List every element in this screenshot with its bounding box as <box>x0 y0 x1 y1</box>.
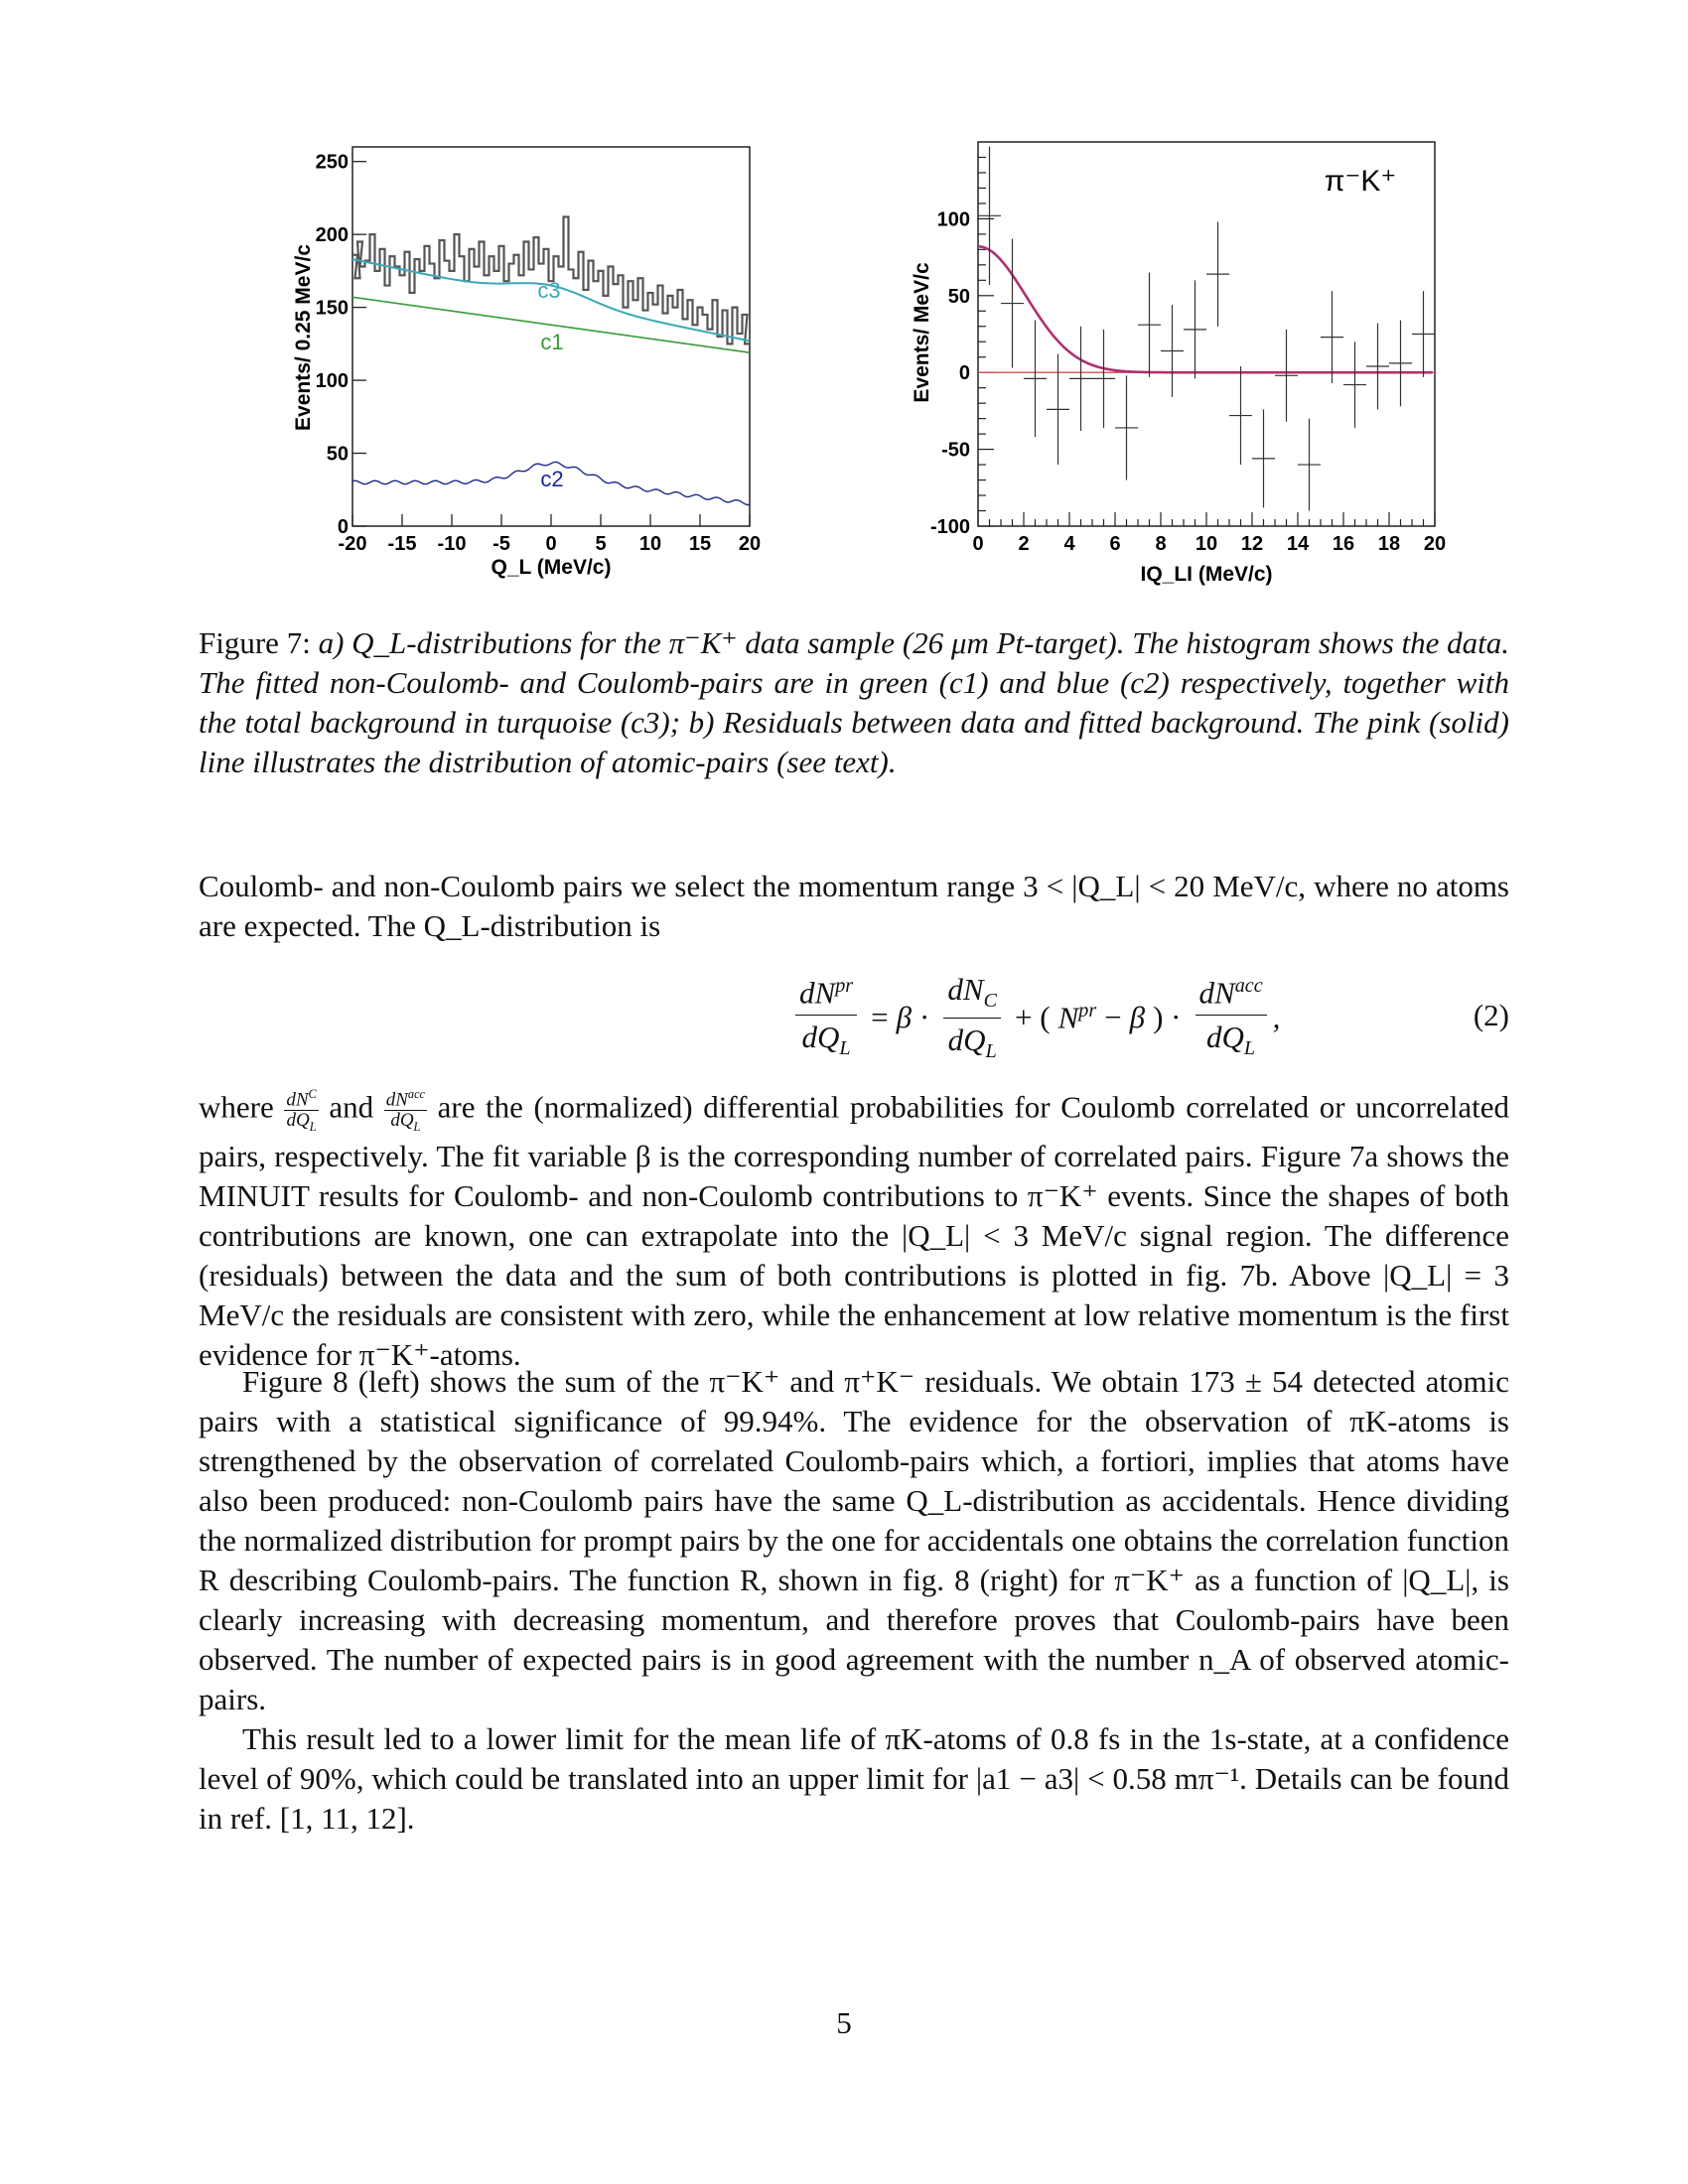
y-tick-label: -100 <box>929 516 970 538</box>
panel-b-title: π⁻K⁺ <box>1324 165 1397 198</box>
eq-frac-3: $\frac{dN^{acc}}{dQ_L}$ <box>1196 975 1267 1061</box>
data-point <box>1024 321 1047 438</box>
data-point <box>1138 273 1161 377</box>
equation-2 <box>199 968 1509 1067</box>
caption-text: a) Q_L-distributions for the π⁻K⁺ data sample (26 μm Pt-target). The histogram shows the data. The fitted non-Coulomb- and Coulomb-pairs are in green (c1) and blue (c2) respectively, together with the total background in turquoise (c3); b) Residuals between data and fitted background. The pink (solid) line illustrates the distribution of atomic-pairs (see text). <box>199 625 1510 779</box>
data-point <box>1069 327 1092 431</box>
x-tick-label: 0 <box>545 533 557 555</box>
y-tick-label: 0 <box>958 362 970 385</box>
y-tick-label: 100 <box>315 370 349 393</box>
panel-b-xlabel: IQ_LI (MeV/c) <box>1140 563 1273 586</box>
x-tick-label: -20 <box>338 533 367 555</box>
figure-7 <box>0 0 1688 615</box>
equation-number: (2) <box>1473 998 1509 1032</box>
and-word: and <box>329 1089 384 1125</box>
equation-body: $\frac{dN^{pr}}{dQ_L}$ = β · $\frac{dN_C}{dQ_L}$ + ( $N^{pr}$ − β ) · $\frac{dN^{acc}}{dQ_L}$ , <box>789 968 1280 1067</box>
y-tick-label: 150 <box>315 297 349 320</box>
x-tick-label: 6 <box>1109 533 1121 555</box>
data-point <box>1092 330 1115 428</box>
data-point <box>1184 280 1206 378</box>
x-tick-label: 10 <box>638 533 662 555</box>
y-tick-label: 0 <box>337 516 349 538</box>
atomic-pairs-curve <box>978 246 1433 372</box>
x-tick-label: -15 <box>387 533 417 555</box>
paragraph-4: This result led to a lower limit for the mean life of πK-atoms of 0.8 fs in the 1s-state, at a confidence level of 90%, which could be translated into an upper limit for |a1 − a3| < 0.58 mπ⁻¹. Details can be found in ref. [1, 11, 12]. <box>199 1721 1509 1836</box>
x-tick-label: -5 <box>492 533 510 555</box>
data-point <box>1412 291 1435 377</box>
paragraph-3: Figure 8 (left) shows the sum of the π⁻K⁺ and π⁺K⁻ residuals. We obtain 173 ± 54 detected atomic pairs with a statistical significance of 99.94%. The evidence for the observation of πK-atoms is strengthened by the observation of correlated Coulomb-pairs which, a fortiori, implies that atoms have also been produced: non-Coulomb pairs have the same Q_L-distribution as accidentals. Hence dividing the normalized distribution for prompt pairs by the one for accidentals one obtains the correlation function R describing Coulomb-pairs. The function R, shown in fig. 8 (right) for π⁻K⁺ as a function of |Q_L|, is clearly increasing with decreasing momentum, and therefore proves that Coulomb-pairs have been observed. The number of expected pairs is in good agreement with the number n_A of observed atomic-pairs. <box>199 1364 1509 1716</box>
data-point <box>1161 305 1184 397</box>
data-point <box>1229 366 1252 465</box>
y-tick-label: -50 <box>941 439 970 462</box>
panel-a-x-axis <box>339 514 762 555</box>
data-point <box>978 147 1001 285</box>
panel-b-data <box>978 147 1435 511</box>
x-tick-label: 20 <box>1423 533 1447 555</box>
x-tick-label: 10 <box>1195 533 1218 555</box>
data-point <box>1001 239 1024 368</box>
x-tick-label: -10 <box>437 533 467 555</box>
data-point <box>1115 375 1138 479</box>
x-tick-label: 18 <box>1377 533 1401 555</box>
panel-a-label-c3: c3 <box>537 278 561 303</box>
eq-frac-2: $\frac{dN_C}{dQ_L}$ <box>943 972 1001 1062</box>
panel-a-xlabel: Q_L (MeV/c) <box>491 556 612 579</box>
data-point <box>1321 291 1343 383</box>
x-tick-label: 5 <box>595 533 607 555</box>
panel-a-label-c2: c2 <box>540 467 564 491</box>
x-tick-label: 15 <box>688 533 712 555</box>
x-tick-label: 20 <box>738 533 762 555</box>
data-point <box>1343 341 1366 428</box>
x-tick-label: 2 <box>1018 533 1030 555</box>
paragraph-2 <box>199 1084 1509 1375</box>
inline-frac-dNC: $dN^C$ $dQ_L$ <box>284 1084 318 1137</box>
x-tick-label: 0 <box>972 533 984 555</box>
data-point <box>1252 409 1275 507</box>
panel-b-y-axis <box>930 157 994 538</box>
eq-frac-1: $\frac{dN^{pr}}{dQ_L}$ <box>795 975 857 1061</box>
x-tick-label: 16 <box>1332 533 1355 555</box>
y-tick-label: 50 <box>326 443 349 466</box>
panel-a-y-axis <box>316 152 366 538</box>
inline-frac-dNacc: $dN^{acc}$ $dQ_L$ <box>384 1084 427 1137</box>
data-point <box>1389 321 1412 407</box>
where-lead: where <box>199 1089 285 1125</box>
y-tick-label: 50 <box>947 285 970 308</box>
data-point <box>1206 221 1229 326</box>
x-tick-label: 4 <box>1063 533 1075 555</box>
panel-b-residuals <box>911 142 1446 586</box>
caption-label: Figure 7: <box>199 625 311 660</box>
panel-b-frame <box>978 142 1435 526</box>
data-point <box>1275 330 1298 422</box>
y-tick-label: 100 <box>936 208 970 231</box>
x-tick-label: 12 <box>1240 533 1264 555</box>
panel-a-data <box>352 217 750 505</box>
panel-a-label-c1: c1 <box>540 330 564 354</box>
page-number: 5 <box>836 2005 852 2040</box>
panel-a-ylabel: Events/ 0.25 MeV/c <box>292 244 315 431</box>
panel-a-histogram <box>292 147 761 579</box>
y-tick-label: 250 <box>315 151 349 174</box>
paragraph-1: Coulomb- and non-Coulomb pairs we select the momentum range 3 < |Q_L| < 20 MeV/c, where no atoms are expected. The Q_L-distribution is <box>199 869 1509 943</box>
data-point <box>1366 324 1389 410</box>
panel-b-x-axis <box>972 512 1446 555</box>
paragraph-2-text: are the (normalized) differential probabilities for Coulomb correlated or uncorrelated pairs, respectively. The fit variable β is the corresponding number of correlated pairs. Figure 7a shows the MINUIT results for Coulomb- and non-Coulomb contributions to π⁻K⁺ events. Since the shapes of both contributions are known, one can extrapolate into the |Q_L| < 3 MeV/c signal region. The difference (residuals) between the data and the sum of both contributions is plotted in fig. 7b. Above |Q_L| = 3 MeV/c the residuals are consistent with zero, while the enhancement at low relative momentum is the first evidence for π⁻K⁺-atoms. <box>199 1089 1510 1373</box>
figure-7-svg <box>0 0 1688 615</box>
panel-b-ylabel: Events/ MeV/c <box>911 262 933 403</box>
y-tick-label: 200 <box>315 224 349 247</box>
data-point <box>1047 354 1069 465</box>
data-point <box>1298 419 1321 511</box>
figure-caption <box>199 623 1509 782</box>
x-tick-label: 14 <box>1286 533 1310 555</box>
x-tick-label: 8 <box>1155 533 1167 555</box>
